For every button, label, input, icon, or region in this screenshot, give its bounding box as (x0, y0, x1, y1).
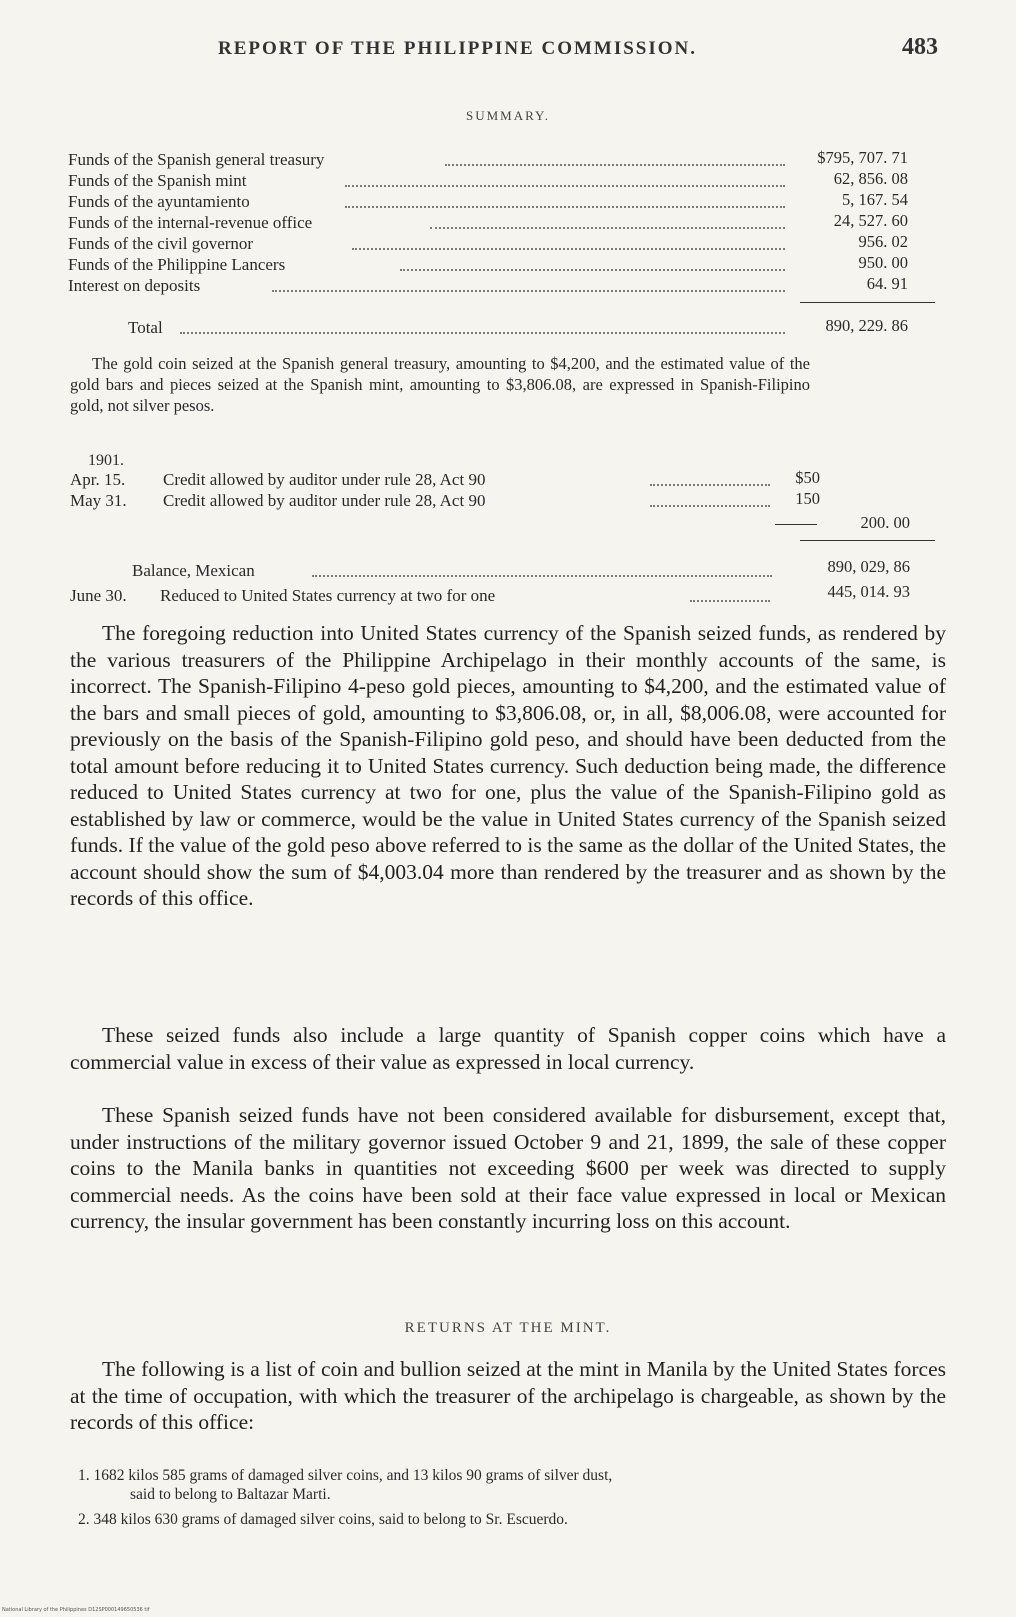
summary-row-label: Funds of the civil governor (68, 234, 254, 253)
paragraph-reduction: The foregoing reduction into United States currency of the Spanish seized funds, as rendered by the various treasurers of the Philippine Archipelago in their monthly accounts of the same, is incorrect. The Spanish-Filipino 4-peso gold pieces, amounting to $4,200, and the estimated value of the bars and small pieces of gold, amounting to $3,806.08, or, in all, $8,006.08, were accounted for previously on the basis of the Spanish-Filipino gold peso, and should have been deducted from the total amount before reducing it to United States currency. Such deduction being made, the difference reduced to United States currency at two for one, plus the value of the Spanish-Filipino gold as established by law or commerce, would be the value in United States currency of the Spanish seized funds. If the value of the gold peso above referred to is the same as the dollar of the United States, the account should show the sum of $4,003.04 more than rendered by the treasurer and as shown by the records of this office. (70, 621, 946, 910)
dot-leader (180, 332, 785, 334)
total-amount: 890, 229. 86 (825, 316, 908, 335)
summary-row-label: Interest on deposits (68, 276, 201, 295)
credit-label: Credit allowed by auditor under rule 28, Act 90 (163, 491, 486, 510)
dot-leader (312, 575, 772, 577)
summary-row-amount: 64. 91 (866, 274, 908, 293)
dot-leader (272, 290, 785, 292)
dot-leader (345, 185, 785, 187)
mint-heading: RETURNS AT THE MINT. (404, 1320, 612, 1336)
total-label: Total (128, 318, 163, 337)
list-text-continued: said to belong to Baltazar Marti. (130, 1486, 331, 1503)
paragraph-copper: These seized funds also include a large quantity of Spanish copper coins which have a commercial value in excess of their value as expressed in local currency. (70, 1023, 946, 1074)
reduced-date: June 30. (70, 586, 127, 605)
dot-leader (400, 269, 785, 271)
reduced-amount: 445, 014. 93 (827, 582, 910, 601)
scan-footer: National Library of the Philippines D12SP000149650536 tif (2, 1607, 150, 1613)
list-text: 1682 kilos 585 grams of damaged silver coins, and 13 kilos 90 grams of silver dust, (93, 1467, 613, 1484)
total-rule (800, 302, 935, 303)
balance-label: Balance, Mexican (132, 561, 255, 580)
summary-row-amount: $795, 707. 71 (817, 148, 908, 167)
summary-row-amount: 62, 856. 08 (833, 169, 908, 188)
running-title: REPORT OF THE PHILIPPINE COMMISSION. (218, 38, 698, 59)
dot-leader (345, 206, 785, 208)
dot-leader (650, 484, 770, 486)
summary-row-label: Funds of the Spanish mint (68, 171, 247, 190)
paragraph-disbursement: These Spanish seized funds have not been considered available for disbursement, except that, under instructions of the military governor issued October 9 and 21, 1899, the sale of these copper coins to the Manila banks in quantities not exceeding $600 per week was directed to supply commercial needs. As the coins have been sold at their face value expressed in local or Mexican currency, the insular government has been constantly incurring loss on this account. (70, 1103, 946, 1233)
gold-note: The gold coin seized at the Spanish general treasury, amounting to $4,200, and the estimated value of the gold bars and pieces seized at the Spanish mint, amounting to $3,806.08, are expressed in Spanish-Filipino gold, not silver pesos. (70, 354, 810, 415)
credits-subtotal: 200. 00 (860, 513, 910, 532)
reduced-label: Reduced to United States currency at two for one (160, 586, 496, 605)
credit-amount: 150 (795, 489, 820, 508)
summary-row-amount: 956. 02 (858, 232, 908, 251)
credit-amount: $50 (795, 468, 820, 487)
list-number: 2. (78, 1511, 90, 1528)
summary-row-label: Funds of the Spanish general treasury (68, 150, 325, 169)
paragraph-mint-intro: The following is a list of coin and bullion seized at the mint in Manila by the United States forces at the time of occupation, with which the treasurer of the archipelago is chargeable, as shown by the records of this office: (70, 1357, 946, 1434)
credits-year: 1901. (88, 452, 124, 469)
summary-heading: SUMMARY. (465, 108, 551, 123)
credit-label: Credit allowed by auditor under rule 28, Act 90 (163, 470, 486, 489)
page-header (68, 34, 944, 66)
list-text: 348 kilos 630 grams of damaged silver coins, said to belong to Sr. Escuerdo. (93, 1511, 568, 1528)
balance-rule (800, 540, 935, 541)
credit-date: May 31. (70, 491, 127, 510)
mint-list-item (78, 1510, 948, 1529)
dot-leader (430, 227, 785, 229)
summary-row-label: Funds of the Philippine Lancers (68, 255, 286, 274)
dot-leader (650, 505, 770, 507)
credit-rule (775, 524, 817, 525)
balance-amount: 890, 029, 86 (827, 557, 910, 576)
dot-leader (445, 164, 785, 166)
summary-row-amount: 950. 00 (858, 253, 908, 272)
dot-leader (352, 248, 785, 250)
summary-row-label: Funds of the ayuntamiento (68, 192, 250, 211)
summary-row-amount: 24, 527. 60 (833, 211, 908, 230)
summary-row-label: Funds of the internal-revenue office (68, 213, 313, 232)
credit-date: Apr. 15. (70, 470, 126, 489)
mint-list-item (78, 1466, 948, 1504)
dot-leader (690, 600, 770, 602)
summary-row-amount: 5, 167. 54 (842, 190, 908, 209)
page-number: 483 (902, 34, 938, 60)
list-number: 1. (78, 1467, 90, 1484)
